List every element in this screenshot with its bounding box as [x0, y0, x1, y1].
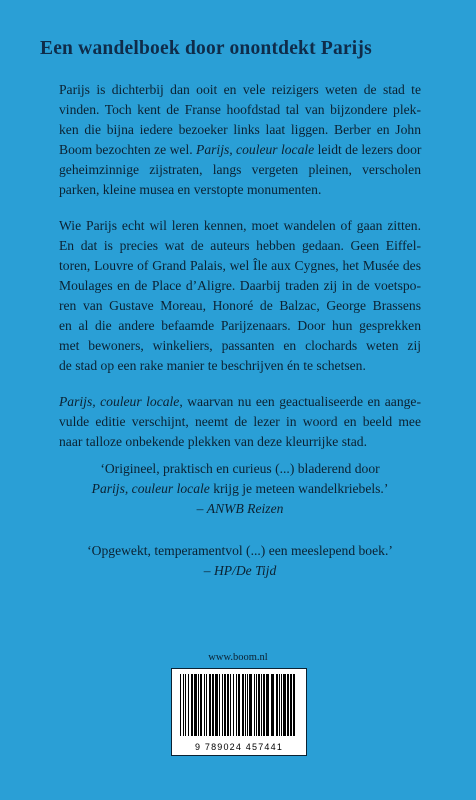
barcode-bar — [219, 674, 220, 736]
text-run: toren, Louvre of Grand Palais, wel Île aux Cygnes, het Musée des — [59, 258, 421, 273]
review-quote-hp-de-tijd — [60, 541, 420, 581]
text-run: Boom bezochten ze wel. — [59, 142, 197, 157]
barcode-bar — [247, 674, 248, 736]
text-line — [59, 80, 421, 100]
text-run: Parijs is dichterbij dan ooit en vele reizigers weten de stad te — [59, 82, 421, 97]
italic-text: Parijs, couleur locale — [91, 481, 210, 496]
text-line — [59, 140, 421, 160]
text-line — [59, 180, 421, 200]
text-run: geheimzinnige zijstraten, langs vergeten pleinen, verscholen — [59, 162, 421, 177]
text-run: de stad op een rake manier te beschrijven én te schetsen. — [59, 358, 366, 373]
text-line — [60, 561, 420, 581]
barcode-bar — [290, 674, 292, 736]
barcode-bar — [293, 674, 295, 736]
barcode-bar — [191, 674, 193, 736]
text-line — [60, 459, 420, 479]
barcode-bar — [183, 674, 184, 736]
barcode-bar — [263, 674, 265, 736]
text-run: – — [203, 563, 214, 578]
barcode-bar — [245, 674, 246, 736]
isbn-number: 9 789024 457441 — [194, 742, 284, 752]
barcode-bar — [198, 674, 199, 736]
barcode-bar — [266, 674, 269, 736]
text-run: naar talloze onbekende plekken van deze kleurrijke stad. — [59, 434, 367, 449]
text-line — [59, 336, 421, 356]
barcode-bar — [283, 674, 286, 736]
text-run: parken, kleine musea en verstopte monumenten. — [59, 182, 322, 197]
barcode-bar — [281, 674, 282, 736]
text-run: en al die andere befaamde Parijzenaars. Door hun gesprekken — [59, 318, 421, 333]
barcode-bar — [204, 674, 205, 736]
text-run: ren van Gustave Moreau, Honoré de Balzac, George Brassens — [59, 298, 421, 313]
barcode-bar — [238, 674, 240, 736]
text-line — [59, 356, 421, 376]
barcode-bar — [185, 674, 186, 736]
text-run: ‘Opgewekt, temperamentvol (...) een meeslepend boek.’ — [87, 543, 393, 558]
barcode-bar — [242, 674, 244, 736]
italic-text: HP/De Tijd — [213, 563, 277, 578]
text-run: ‘Origineel, praktisch en curieus (...) bladerend door — [100, 461, 380, 476]
text-line — [59, 316, 421, 336]
cover-title: Een wandelboek door onontdekt Parijs — [40, 38, 372, 59]
barcode-bar — [180, 674, 181, 736]
barcode-bar — [287, 674, 289, 736]
text-line — [59, 236, 421, 256]
barcode-bar — [271, 674, 274, 736]
text-line — [59, 160, 421, 180]
barcode-bar — [230, 674, 231, 736]
barcode-bar — [258, 674, 260, 736]
italic-text: Parijs, couleur locale — [196, 142, 315, 157]
barcode-bar — [227, 674, 229, 736]
blurb-paragraph-1 — [59, 80, 421, 200]
text-line — [59, 432, 421, 452]
text-run: leidt de lezers door — [314, 142, 422, 157]
text-run: Wie Parijs echt wil leren kennen, moet wandelen of gaan zitten. — [59, 218, 421, 233]
text-line — [59, 412, 421, 432]
italic-text: Parijs, couleur locale — [59, 394, 180, 409]
blurb-paragraph-3 — [59, 392, 421, 452]
barcode-bar — [194, 674, 197, 736]
text-line — [59, 256, 421, 276]
text-line — [59, 120, 421, 140]
text-run: – — [196, 501, 207, 516]
italic-text: ANWB Reizen — [206, 501, 284, 516]
barcode-bar — [224, 674, 226, 736]
text-run: , waarvan nu een geactualiseerde en aange- — [179, 394, 421, 409]
barcode-bar — [279, 674, 280, 736]
text-line — [59, 216, 421, 236]
text-run: vinden. Toch kent de Franse hoofdstad tal van bijzondere plek- — [59, 102, 421, 117]
text-run: En dat is precies wat de auteurs hebben gedaan. Geen Eiffel- — [59, 238, 421, 253]
barcode-bar — [206, 674, 207, 736]
isbn-barcode — [171, 668, 307, 756]
text-run: met bewoners, winkeliers, passanten en clochards weten zij — [59, 338, 421, 353]
barcode-bar — [222, 674, 223, 736]
text-run: krijg je meteen wandelkriebels.’ — [209, 481, 389, 496]
barcode-bar — [188, 674, 189, 736]
barcode-bar — [233, 674, 234, 736]
barcode-bar — [261, 674, 262, 736]
barcode-bar — [212, 674, 214, 736]
barcode-bar — [200, 674, 202, 736]
barcode-bar — [256, 674, 257, 736]
barcode-bar — [236, 674, 237, 736]
review-quote-anwb — [60, 459, 420, 519]
text-run: ken die bijna iedere bezoeker links laat liggen. Berber en John — [59, 122, 421, 137]
text-line — [60, 541, 420, 561]
barcode-bar — [249, 674, 252, 736]
text-line — [60, 499, 420, 519]
text-line — [59, 276, 421, 296]
text-line — [60, 479, 420, 499]
publisher-url[interactable]: www.boom.nl — [208, 652, 268, 663]
blurb-paragraph-2 — [59, 216, 421, 376]
barcode-bar — [215, 674, 218, 736]
text-line — [59, 392, 421, 412]
text-line — [59, 100, 421, 120]
text-line — [59, 296, 421, 316]
barcode-bar — [276, 674, 278, 736]
text-run: Moulages en de Place d’Aligre. Daarbij traden zij in de voetspo- — [59, 278, 421, 293]
text-run: vulde editie verschijnt, neemt de lezer in woord en beeld mee — [59, 414, 421, 429]
barcode-bar — [254, 674, 255, 736]
barcode-bar — [209, 674, 211, 736]
barcode-bars — [178, 674, 300, 738]
